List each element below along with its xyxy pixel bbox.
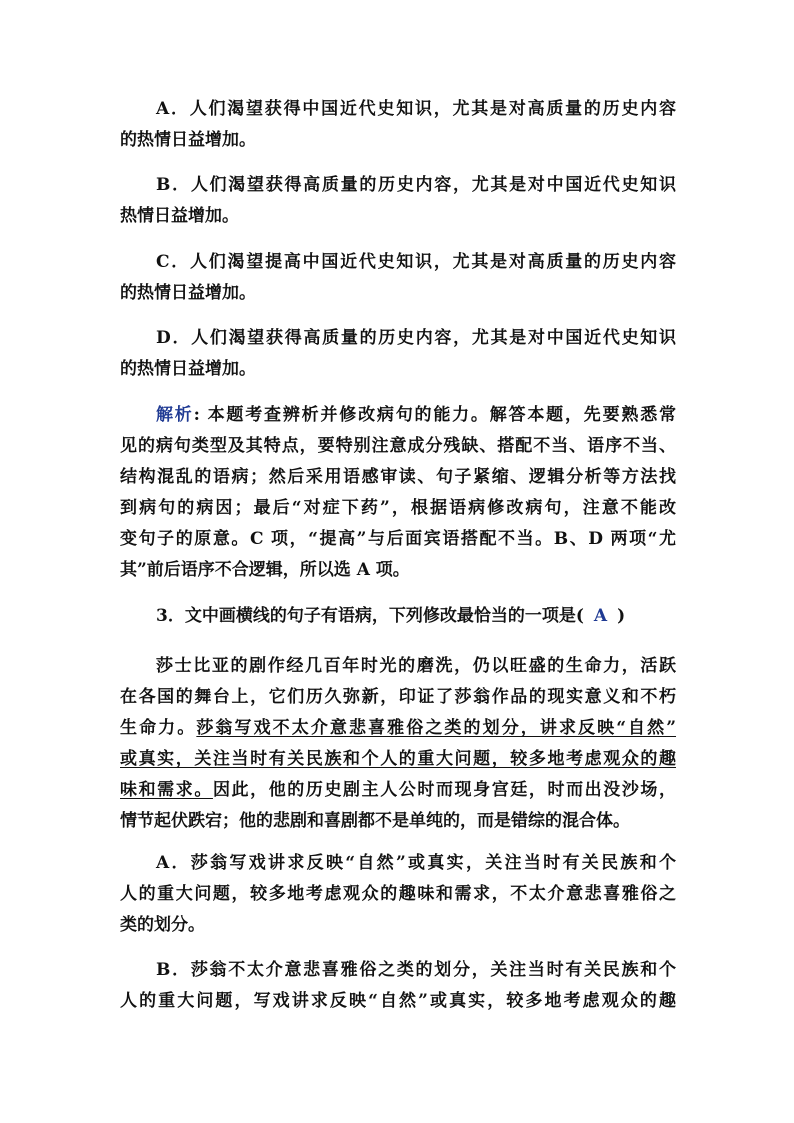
underlined-sentence: 莎翁写戏不太介意悲喜雅俗之类的划分，讲求反映“自然”	[196, 718, 677, 738]
option-line: 人的重大问题，写戏讲求反映“自然”或真实，较多地考虑观众的趣	[120, 991, 676, 1011]
option-b-q2	[120, 170, 676, 232]
analysis-line: 到病句的病因；最后“对症下药”，根据语病修改病句，注意不能改	[120, 498, 676, 518]
question-text: 3．文中画横线的句子有语病，下列修改最恰当的一项是(	[156, 606, 584, 626]
passage-text: 因此，他的历史剧主人公时而现身宫廷，时而出没沙场，	[212, 780, 677, 800]
passage-line: 在各国的舞台上，它们历久弥新，印证了莎翁作品的现实意义和不朽	[120, 687, 676, 707]
question-close: )	[617, 606, 626, 626]
analysis-line	[120, 400, 676, 431]
option-line: C．人们渴望提高中国近代史知识，尤其是对高质量的历史内容	[156, 252, 676, 272]
option-b-q3	[120, 955, 676, 1017]
passage-line: 莎士比亚的剧作经几百年时光的磨洗，仍以旺盛的生命力，活跃	[156, 656, 676, 676]
passage-text: 生命力。	[120, 718, 197, 738]
passage-line: 情节起伏跌宕；他的悲剧和喜剧都不是单纯的，而是错综的混合体。	[120, 811, 630, 831]
question-line	[120, 601, 676, 632]
option-line: 的热情日益增加。	[120, 130, 256, 150]
analysis-line: 其”前后语序不合逻辑，所以选 A 项。	[120, 560, 410, 580]
option-line: D．人们渴望获得高质量的历史内容，尤其是对中国近代史知识	[156, 328, 676, 348]
option-line: 热情日益增加。	[120, 206, 239, 226]
underlined-sentence: 或真实，关注当时有关民族和个人的重大问题，较多地考虑观众的趣	[120, 749, 676, 769]
analysis-line: 变句子的原意。C 项，“提高”与后面宾语搭配不当。B、D 两项“尤	[120, 529, 676, 549]
passage-line	[120, 713, 676, 744]
passage-paragraph	[120, 651, 676, 837]
option-line: A．人们渴望获得中国近代史知识，尤其是对高质量的历史内容	[156, 99, 676, 119]
option-line: B．人们渴望获得高质量的历史内容，尤其是对中国近代史知识	[156, 175, 676, 195]
analysis-line: 见的病句类型及其特点，要特别注意成分残缺、搭配不当、语序不当、	[120, 436, 676, 456]
option-line: 人的重大问题，较多地考虑观众的趣味和需求，不太介意悲喜雅俗之	[120, 884, 676, 904]
analysis-label: 解析	[156, 405, 194, 425]
option-line: 的热情日益增加。	[120, 283, 256, 303]
question-3-stem	[120, 601, 676, 632]
answer-letter: A	[593, 606, 608, 626]
analysis-line: 结构混乱的语病；然后采用语感审读、句子紧缩、逻辑分析等方法找	[120, 467, 676, 487]
option-line: 类的划分。	[120, 915, 205, 935]
option-a-q3	[120, 848, 676, 941]
option-line: 的热情日益增加。	[120, 359, 256, 379]
option-a-q2	[120, 94, 676, 156]
option-line: B．莎翁不太介意悲喜雅俗之类的划分，关注当时有关民族和个	[156, 960, 676, 980]
analysis-text: : 本题考查辨析并修改病句的能力。解答本题，先要熟悉常	[193, 405, 677, 425]
option-line: A．莎翁写戏讲求反映“自然”或真实，关注当时有关民族和个	[156, 853, 676, 873]
option-c-q2	[120, 247, 676, 309]
option-d-q2	[120, 323, 676, 385]
underlined-sentence: 味和需求。	[120, 780, 213, 800]
passage-line	[120, 775, 676, 806]
analysis-paragraph	[120, 400, 676, 586]
